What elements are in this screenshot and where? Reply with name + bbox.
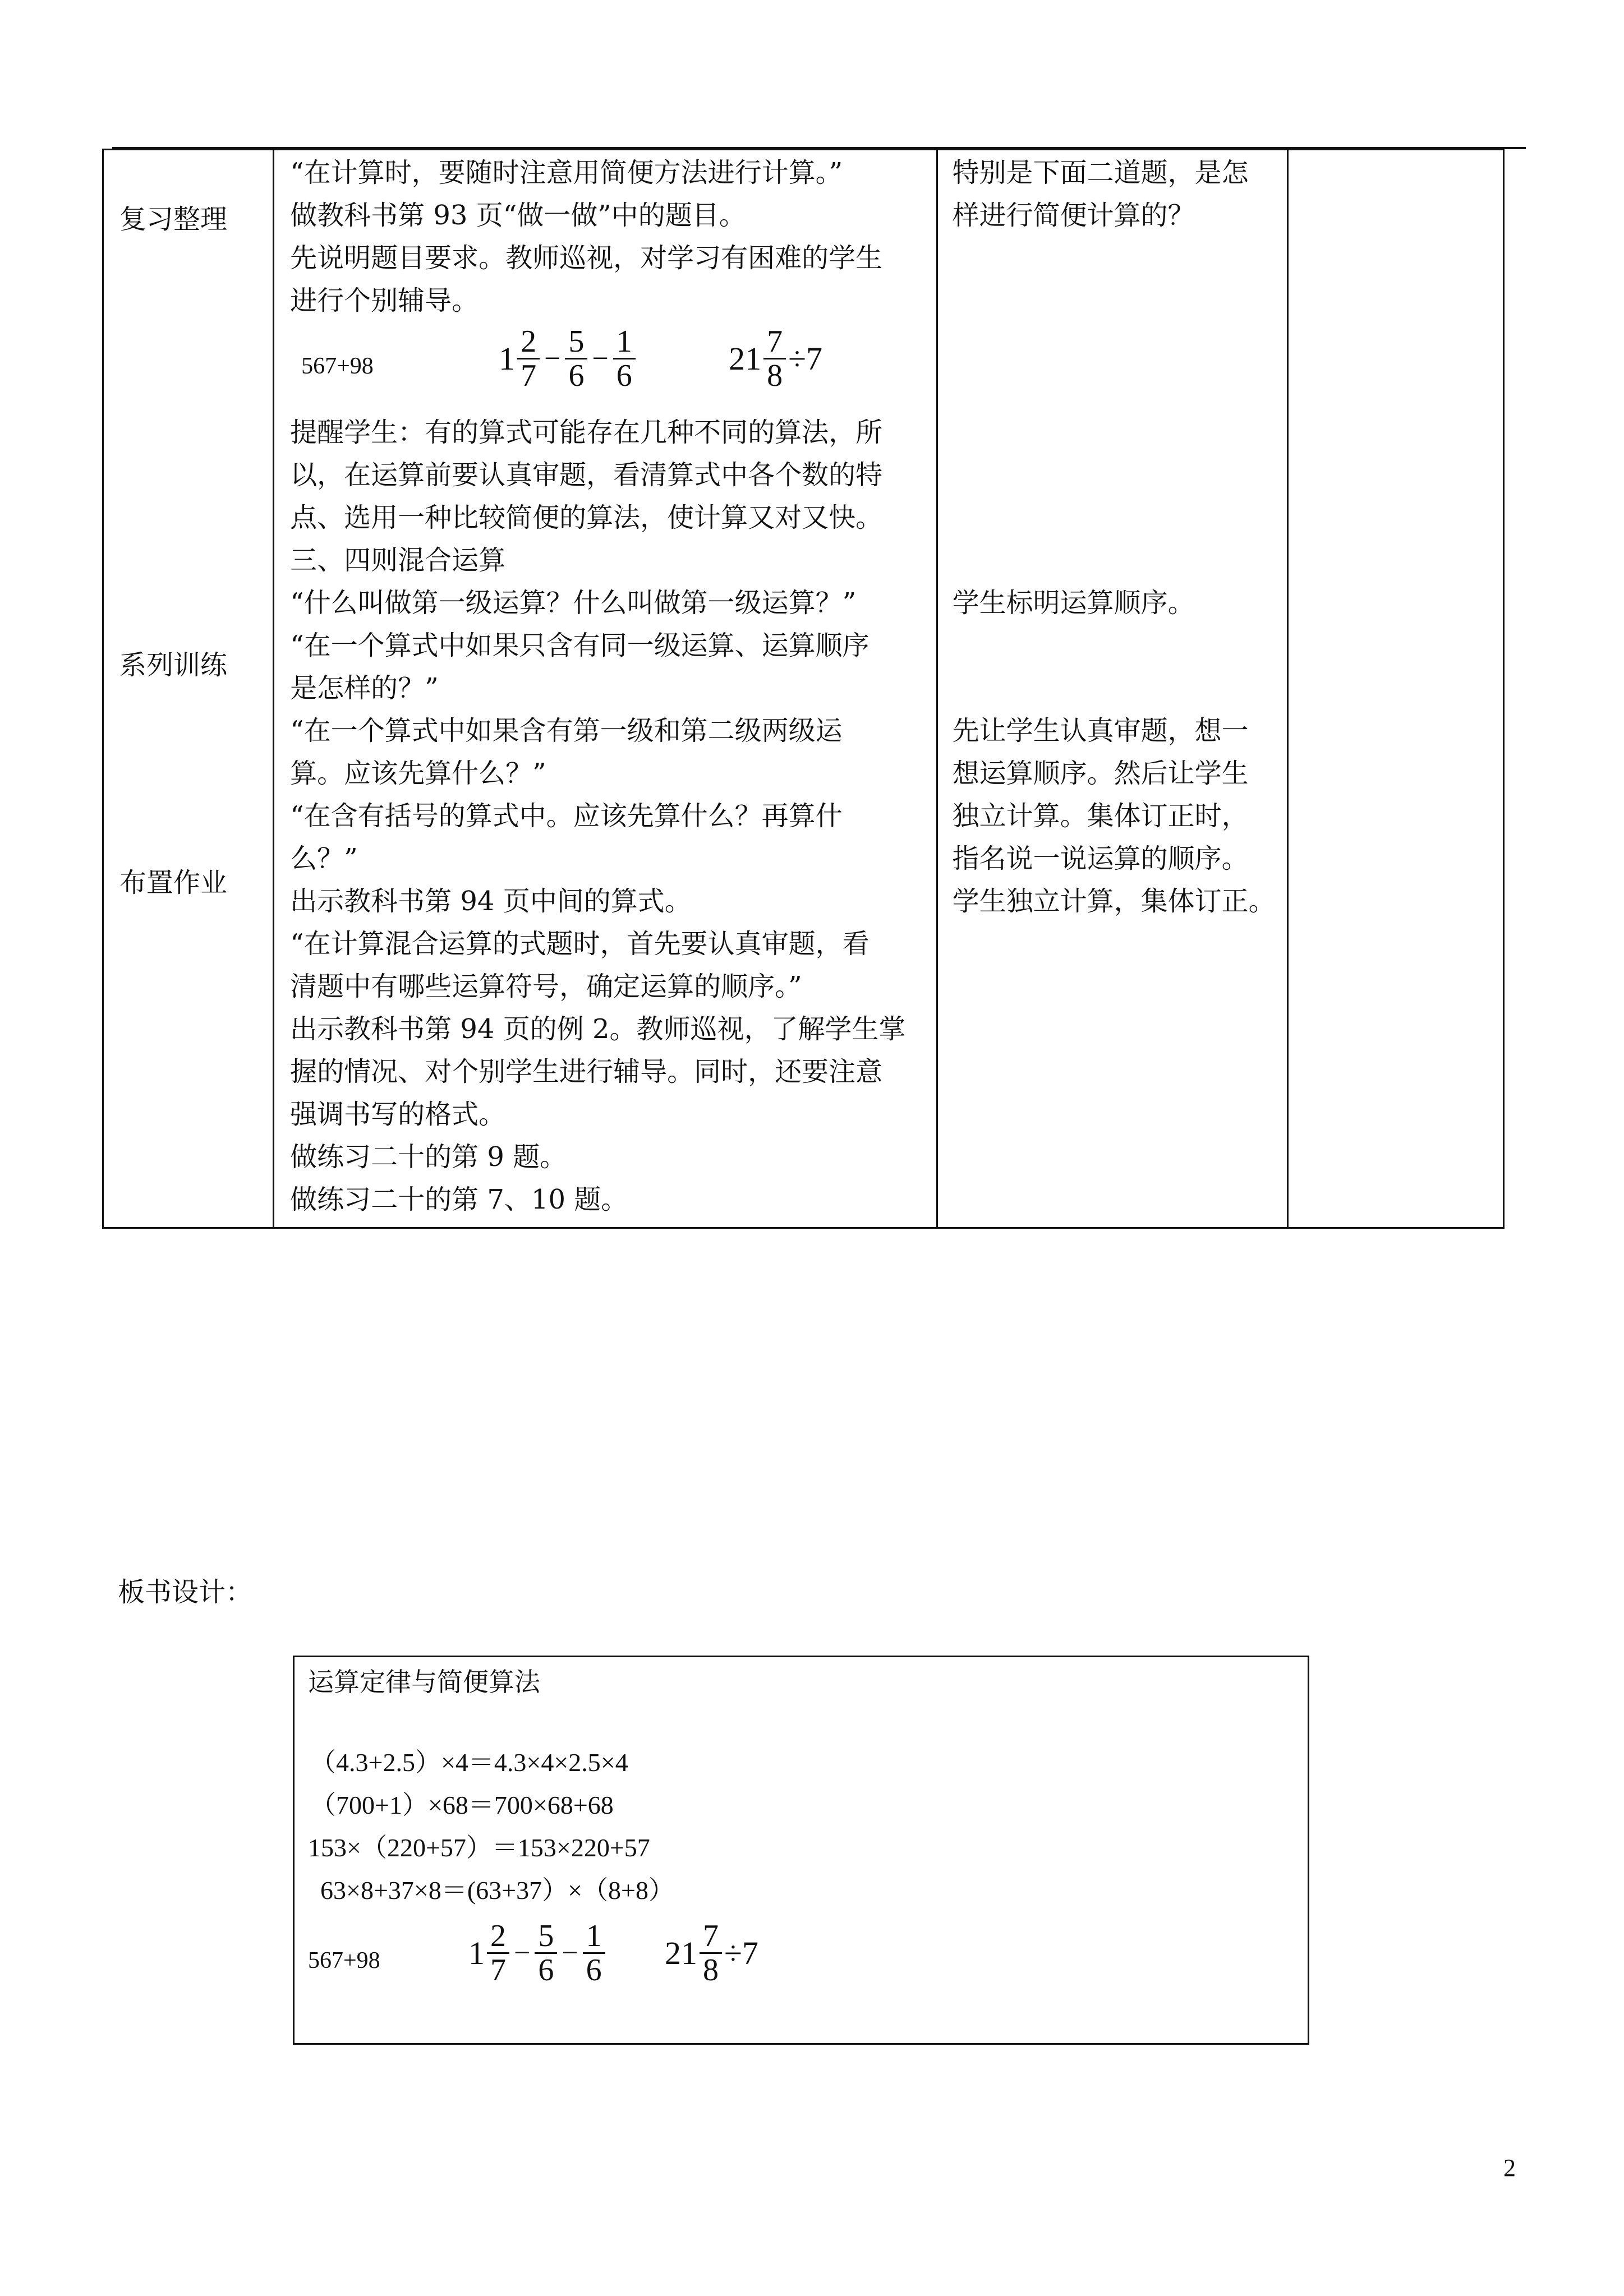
teacher-line: 以，在运算前要认真审题，看清算式中各个数的特 [290,459,883,491]
lesson-table [102,149,1505,1229]
stage-training: 系列训练 [119,649,228,681]
stage-homework: 布置作业 [119,867,228,898]
numerator: 7 [763,325,786,359]
student-line: 学生独立计算，集体订正。 [952,886,1276,917]
teacher-line: 提醒学生：有的算式可能存在几种不同的算法，所 [290,417,883,448]
fraction [763,325,786,392]
teacher-line: 进行个别辅导。 [290,285,479,316]
numerator: 1 [613,325,636,359]
denominator: 8 [703,1953,719,1988]
student-line: 想运算顺序。然后让学生 [952,758,1249,789]
board-title: 运算定律与简便算法 [308,1667,540,1697]
minus-sign: − [562,1937,578,1969]
stage-column [103,150,274,1228]
teacher-line: “在计算混合运算的式题时，首先要认真审题，看 [290,928,869,960]
minus-sign: − [544,343,561,375]
denominator: 7 [490,1953,506,1988]
teacher-line: “在计算时，要随时注意用简便方法进行计算。” [290,157,843,188]
fraction [535,1920,557,1986]
teacher-line: “在含有括号的算式中。应该先算什么？再算什 [290,800,843,832]
numerator: 2 [517,325,540,359]
board-design-heading: 板书设计： [118,1576,253,1608]
fraction [613,325,636,392]
teacher-line: 算。应该先算什么？” [290,758,546,789]
student-line: 先让学生认真审题，想一 [952,715,1249,746]
student-line: 特别是下面二道题，是怎 [952,157,1249,188]
exercise-3 [729,325,822,392]
student-column [937,150,1287,1228]
teacher-column [274,150,937,1228]
fraction [517,325,540,392]
denominator: 6 [616,358,632,393]
fraction [565,325,587,392]
mixed-number-whole: 1 [468,1935,485,1971]
board-formula: （4.3+2.5）×4＝4.3×4×2.5×4 [310,1748,628,1777]
denominator: 7 [521,358,537,393]
minus-sign: − [514,1937,531,1969]
teacher-line: 先说明题目要求。教师巡视，对学习有困难的学生 [290,242,883,274]
numerator: 1 [583,1920,605,1954]
fraction [583,1920,605,1986]
mixed-number-whole: 21 [729,340,762,377]
mixed-number-whole: 1 [499,340,516,377]
teacher-line: 出示教科书第 94 页的例 2。教师巡视，了解学生掌 [290,1013,906,1045]
teacher-line: “什么叫做第一级运算？什么叫做第一级运算？” [290,587,857,619]
teacher-line: 点、选用一种比较简便的算法，使计算又对又快。 [290,502,883,533]
teacher-line: 么？” [290,843,358,874]
board-exercise-3 [665,1920,758,1986]
mixed-number-whole: 21 [665,1935,697,1971]
numerator: 5 [565,325,587,359]
board-formula: 153×（220+57）＝153×220+57 [308,1833,650,1862]
numerator: 5 [535,1920,557,1954]
teacher-line: 清题中有哪些运算符号，确定运算的顺序。” [290,971,802,1002]
teacher-line: 强调书写的格式。 [290,1099,506,1130]
student-line: 指名说一说运算的顺序。 [952,843,1249,874]
student-line: 样进行简便计算的？ [952,200,1195,231]
denominator: 6 [586,1953,602,1988]
teacher-line: 是怎样的？” [290,672,439,704]
stage-review: 复习整理 [119,204,228,235]
numerator: 2 [487,1920,509,1954]
exercise-2 [499,325,638,392]
board-formula: 63×8+37×8＝(63+37）×（8+8） [320,1876,674,1905]
denominator: 6 [538,1953,554,1988]
student-line: 独立计算。集体订正时， [952,800,1249,832]
divide-op: ÷7 [788,340,822,377]
student-line: 学生标明运算顺序。 [952,587,1195,619]
board-exercise-2 [468,1920,608,1986]
exercise-row [301,325,374,405]
teacher-line: “在一个算式中如果只含有同一级运算、运算顺序 [290,630,869,661]
teacher-line: 做练习二十的第 7、10 题。 [290,1184,628,1215]
section-heading: 三、四则混合运算 [290,545,506,576]
board-formula: （700+1）×68＝700×68+68 [310,1791,614,1819]
fraction [700,1920,722,1986]
denominator: 6 [568,358,585,393]
divide-op: ÷7 [724,1935,758,1971]
teacher-line: 出示教科书第 94 页中间的算式。 [290,886,692,917]
teacher-line: 做教科书第 93 页“做一做”中的题目。 [290,200,746,231]
exercise-1: 567+98 [301,353,374,379]
board-exercise-row [308,1920,380,2000]
minus-sign: − [592,343,609,375]
page-number: 2 [1503,2154,1516,2182]
denominator: 8 [767,358,783,393]
numerator: 7 [700,1920,722,1954]
board-exercise-1: 567+98 [308,1948,380,1974]
teacher-line: 做练习二十的第 9 题。 [290,1141,567,1173]
teacher-line: “在一个算式中如果含有第一级和第二级两级运 [290,715,843,746]
teacher-line: 握的情况、对个别学生进行辅导。同时，还要注意 [290,1056,883,1087]
board-design-box [293,1656,1309,2045]
fraction [487,1920,509,1986]
notes-column [1287,150,1503,1228]
